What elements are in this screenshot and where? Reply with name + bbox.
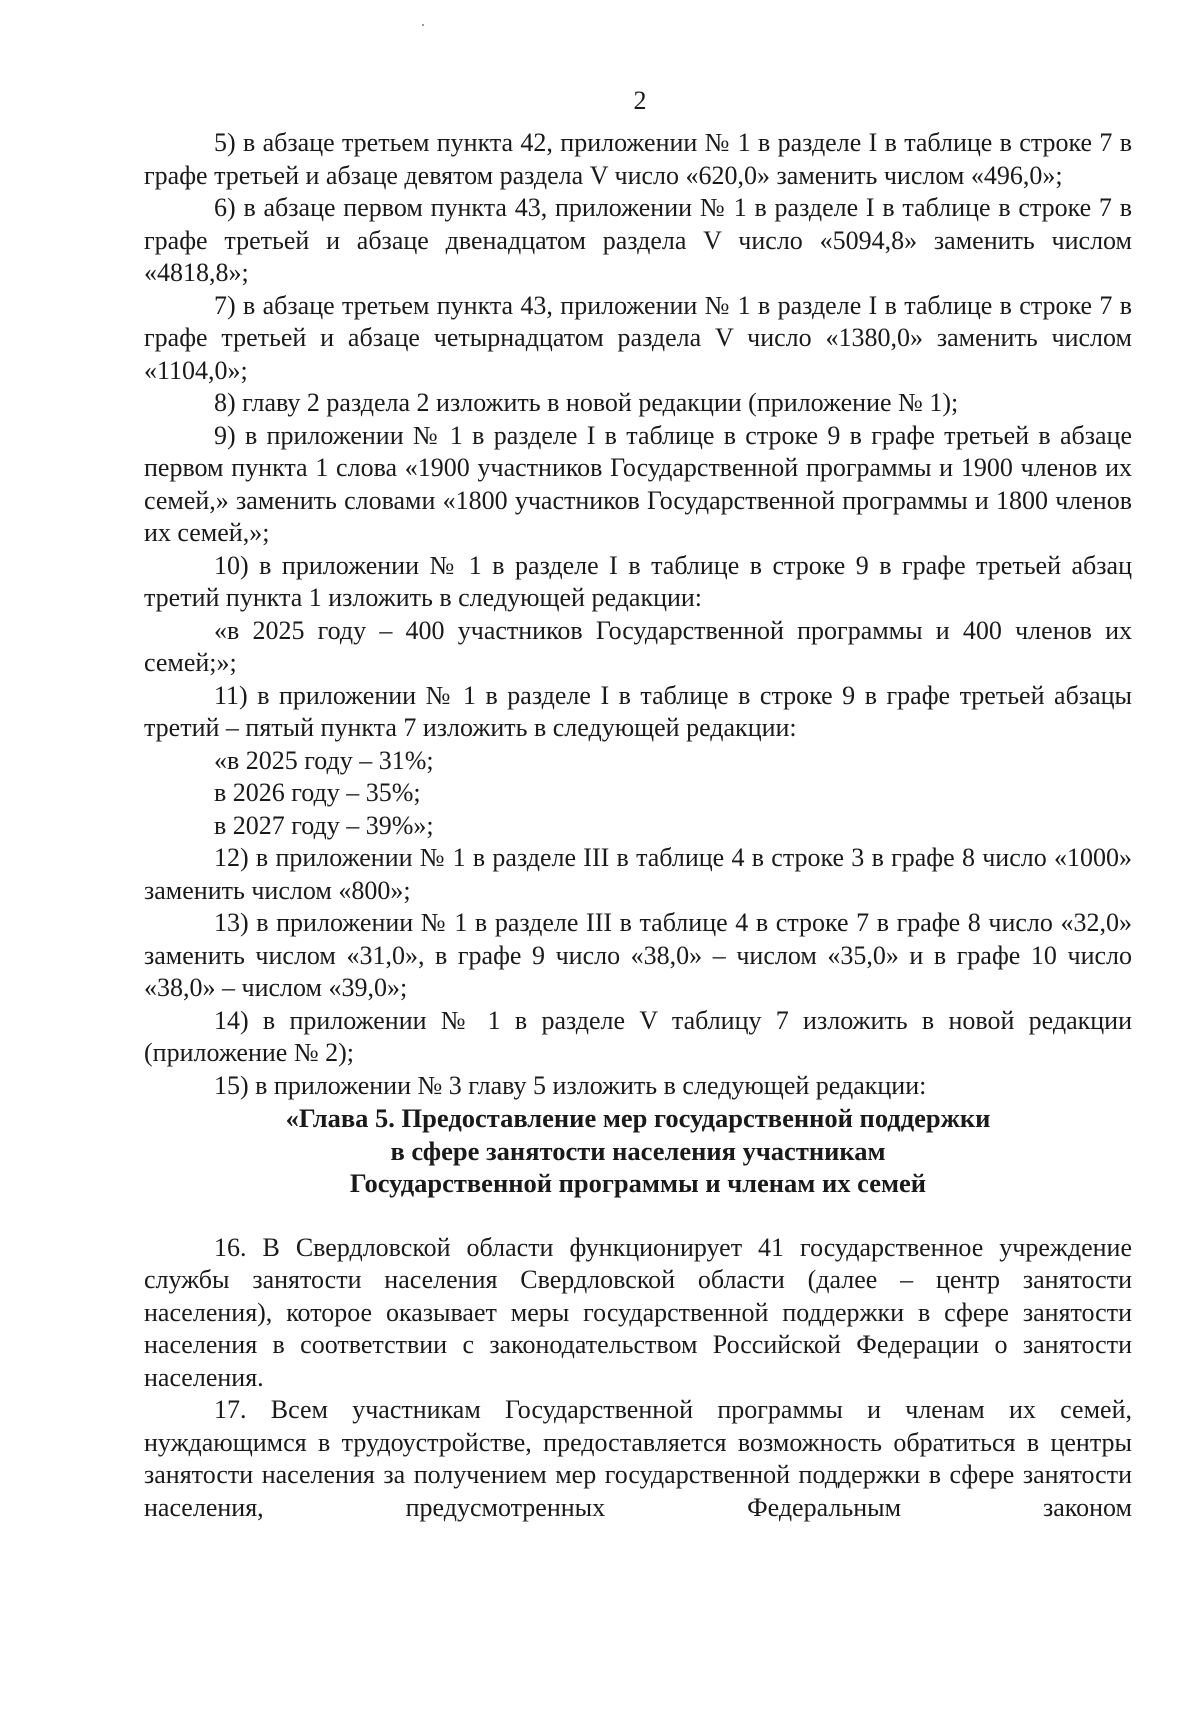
chapter-heading-line-2: в сфере занятости населения участникам bbox=[390, 1135, 886, 1166]
spacer bbox=[144, 1200, 1132, 1232]
item-10-quote: «в 2025 году – 400 участников Государственной программы и 400 членов их семей;»; bbox=[144, 615, 1132, 677]
chapter-heading-line-3: Государственной программы и членам их семей bbox=[349, 1168, 927, 1198]
item-6: 6) в абзаце первом пункта 43, приложении № 1 в разделе I в таблице в строке 7 в графе третьей и абзаце двенадцатом раздела V число «5094,8» заменить числом «4818,8»; bbox=[144, 193, 1132, 287]
item-10: 10) в приложении № 1 в разделе I в таблице в строке 9 в графе третьей абзац третий пункта 1 изложить в следующей редакции: bbox=[144, 550, 1132, 612]
scan-speck bbox=[422, 24, 424, 26]
document-body bbox=[144, 127, 1132, 1524]
item-15: 15) в приложении № 3 главу 5 изложить в следующей редакции: bbox=[214, 1070, 927, 1100]
item-12: 12) в приложении № 1 в разделе III в таблице 4 в строке 3 в графе 8 число «1000» заменить числом «800»; bbox=[144, 843, 1132, 905]
item-7: 7) в абзаце третьем пункта 43, приложении № 1 в разделе I в таблице в строке 7 в графе третьей и абзаце четырнадцатом раздела V число «1380,0» заменить числом «1104,0»; bbox=[144, 290, 1132, 385]
item-11-quote-2026: в 2026 году – 35%; bbox=[214, 778, 421, 807]
item-13: 13) в приложении № 1 в разделе III в таблице 4 в строке 7 в графе 8 число «32,0» заменить числом «31,0», в графе 9 число «38,0» – числом «35,0» и в графе 10 число «38,0» – числом «39,0»; bbox=[144, 908, 1132, 1002]
paragraph-17: 17. Всем участникам Государственной программы и членам их семей, нуждающимся в трудоустройстве, предоставляется возможность обратиться в центры занятости населения за получением мер государственной поддержки в сфере занятости населения, предусмотренных Федеральным законом bbox=[144, 1395, 1132, 1522]
chapter-heading-line-1: «Глава 5. Предоставление мер государственной поддержки bbox=[285, 1103, 991, 1133]
chapter-heading bbox=[144, 1102, 1132, 1200]
item-11-quote-2025: «в 2025 году – 31%; bbox=[214, 745, 434, 775]
item-5: 5) в абзаце третьем пункта 42, приложении № 1 в разделе I в таблице в строке 7 в графе третьей и абзаце девятом раздела V число «620,0» заменить числом «496,0»; bbox=[144, 128, 1132, 190]
paragraph-16: 16. В Свердловской области функционирует 41 государственное учреждение службы занятости населения Свердловской области (далее – центр занятости населения), которое оказывает меры государственной поддержки в сфере занятости населения в соответствии с законодательством Российской Федерации о занятости населения. bbox=[144, 1232, 1132, 1392]
page-number: 2 bbox=[633, 86, 647, 115]
item-9: 9) в приложении № 1 в разделе I в таблице в строке 9 в графе третьей в абзаце первом пункта 1 слова «1900 участников Государственной программы и 1900 членов их семей,» заменить словами «1800 участников Государственной программы и 1800 членов их семей,»; bbox=[144, 420, 1132, 547]
item-11: 11) в приложении № 1 в разделе I в таблице в строке 9 в графе третьей абзацы третий – пятый пункта 7 изложить в следующей редакции: bbox=[144, 680, 1132, 742]
item-14: 14) в приложении № 1 в разделе V таблицу 7 изложить в новой редакции (приложение № 2); bbox=[144, 1005, 1132, 1067]
item-11-quote-2027: в 2027 году – 39%»; bbox=[214, 810, 434, 840]
item-8: 8) главу 2 раздела 2 изложить в новой редакции (приложение № 1); bbox=[214, 388, 959, 417]
